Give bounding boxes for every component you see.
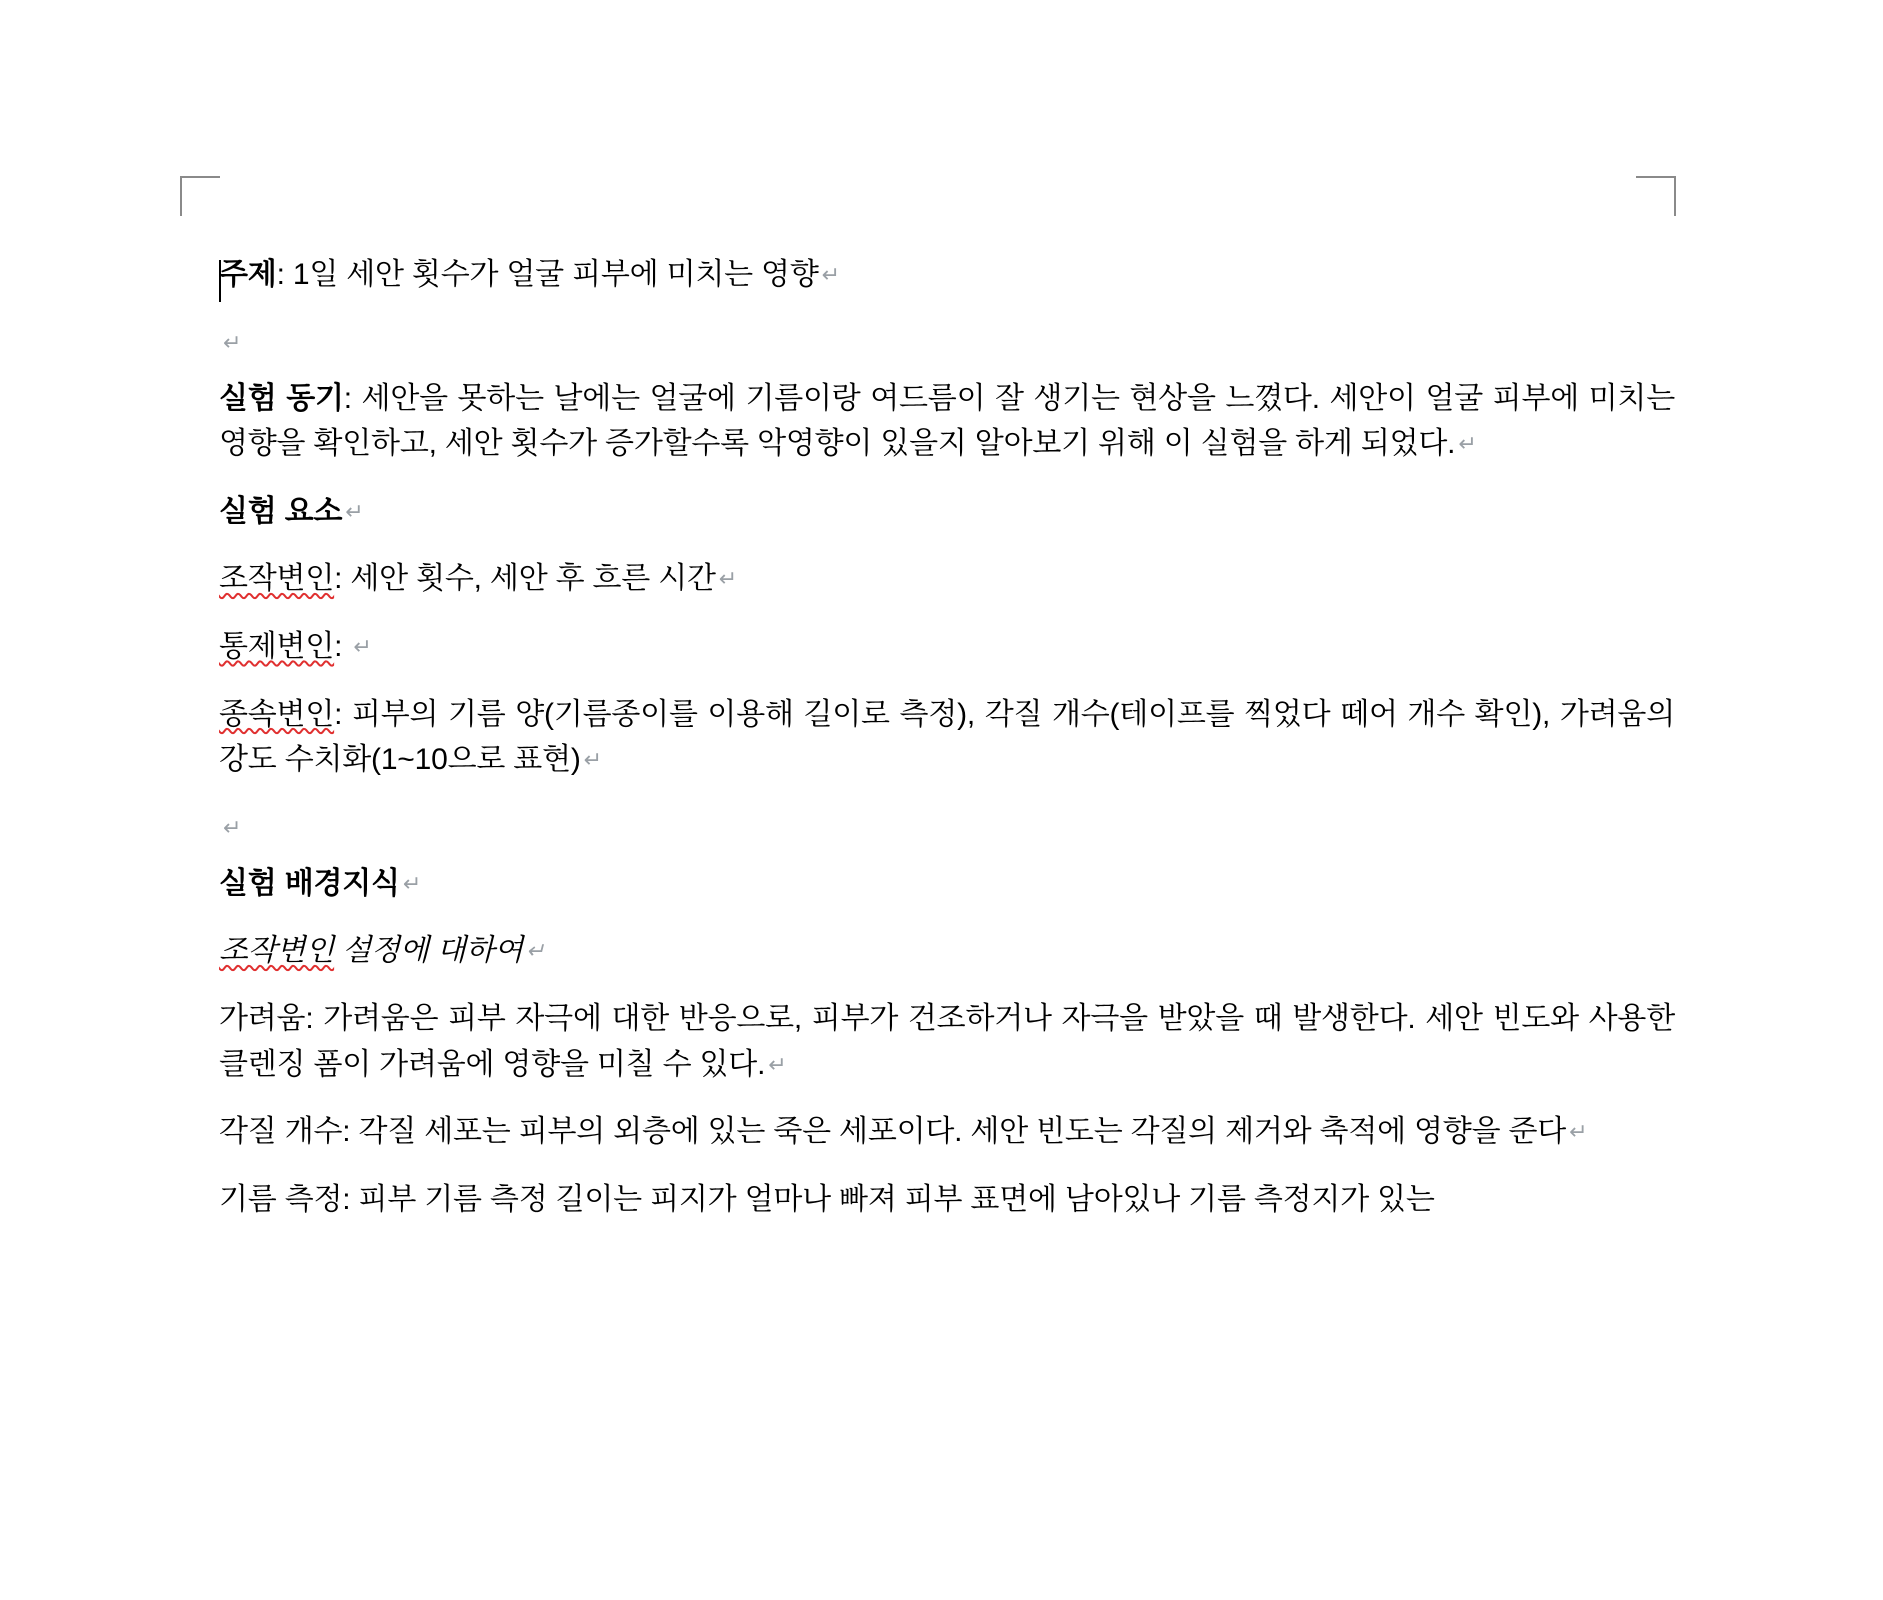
pilcrow-mark: ↵: [345, 498, 364, 524]
background-subheading-label: 조작변인: [219, 934, 335, 968]
pilcrow-mark: ↵: [583, 747, 602, 773]
paragraph-dead-skin: [219, 1109, 1675, 1155]
itch-label: 가려움: [219, 1001, 306, 1035]
independent-variable-text: : 세안 횟수, 세안 후 흐른 시간: [334, 562, 716, 596]
oil-amount-label: 기름 측정: [219, 1182, 343, 1216]
dependent-variable-label: 종속변인: [219, 697, 335, 731]
controlled-variable-text: :: [334, 629, 351, 663]
background-heading-label: 실험 배경지식: [219, 866, 400, 900]
paragraph-motivation: [219, 376, 1675, 467]
motivation-text: : 세안을 못하는 날에는 얼굴에 기름이랑 여드름이 잘 생기는 현상을 느꼈다. 세안이 얼굴 피부에 미치는 영향을 확인하고, 세안 횟수가 증가할수록 악영향이 있을지 알아보기 위해 이 실험을 하게 되었다.: [219, 381, 1675, 461]
paragraph-background-heading: [219, 861, 1675, 907]
pilcrow-mark: ↵: [1458, 431, 1477, 457]
dead-skin-label: 각질 개수: [219, 1115, 343, 1149]
paragraph-controlled-variable: [219, 624, 1675, 670]
pilcrow-mark: ↵: [768, 1051, 787, 1077]
pilcrow-mark: ↵: [821, 262, 840, 287]
pilcrow-mark: ↵: [526, 938, 545, 964]
pilcrow-mark: ↵: [223, 329, 242, 355]
independent-variable-label: 조작변인: [219, 562, 335, 596]
pilcrow-mark: ↵: [718, 566, 738, 592]
elements-heading-label: 실험 요소: [219, 494, 343, 528]
document-body[interactable]: [219, 252, 1675, 1244]
pilcrow-mark: ↵: [402, 870, 422, 896]
dependent-variable-text: : 피부의 기름 양(기름종이를 이용해 길이로 측정), 각질 개수(테이프를 찍었다 떼어 개수 확인), 가려움의 강도 수치화(1~10으로 표현): [219, 697, 1675, 777]
paragraph-itch: [219, 996, 1675, 1087]
itch-text: : 가려움은 피부 자극에 대한 반응으로, 피부가 건조하거나 자극을 받았을 때 발생한다. 세안 빈도와 사용한 클렌징 폼이 가려움에 영향을 미칠 수 있다.: [219, 1001, 1675, 1081]
controlled-variable-label: 통제변인: [219, 629, 335, 663]
topic-label: 주제: [219, 258, 277, 291]
paragraph-blank-2: [219, 805, 1675, 861]
pilcrow-mark: ↵: [223, 814, 242, 840]
topic-text: : 1일 세안 횟수가 얼굴 피부에 미치는 영향: [276, 258, 819, 291]
crop-mark-top-right: [1636, 176, 1676, 216]
background-subheading-text: 설정에 대하여: [334, 934, 524, 968]
paragraph-elements-heading: [219, 489, 1675, 535]
paragraph-oil-amount: [219, 1177, 1675, 1223]
paragraph-title: [219, 252, 1675, 298]
paragraph-blank-1: [219, 320, 1675, 376]
motivation-label: 실험 동기: [219, 381, 344, 415]
oil-amount-text: : 피부 기름 측정 길이는 피지가 얼마나 빠져 피부 표면에 남아있나 기름 측정지가 있는: [342, 1182, 1435, 1216]
paragraph-background-subheading: [219, 928, 1675, 974]
dead-skin-text: : 각질 세포는 피부의 외층에 있는 죽은 세포이다. 세안 빈도는 각질의 제거와 축적에 영향을 준다: [342, 1115, 1567, 1149]
paragraph-independent-variable: [219, 556, 1675, 602]
crop-mark-top-left: [180, 176, 220, 216]
pilcrow-mark: ↵: [1569, 1119, 1588, 1145]
paragraph-dependent-variable: [219, 692, 1675, 783]
pilcrow-mark: ↵: [353, 633, 372, 659]
